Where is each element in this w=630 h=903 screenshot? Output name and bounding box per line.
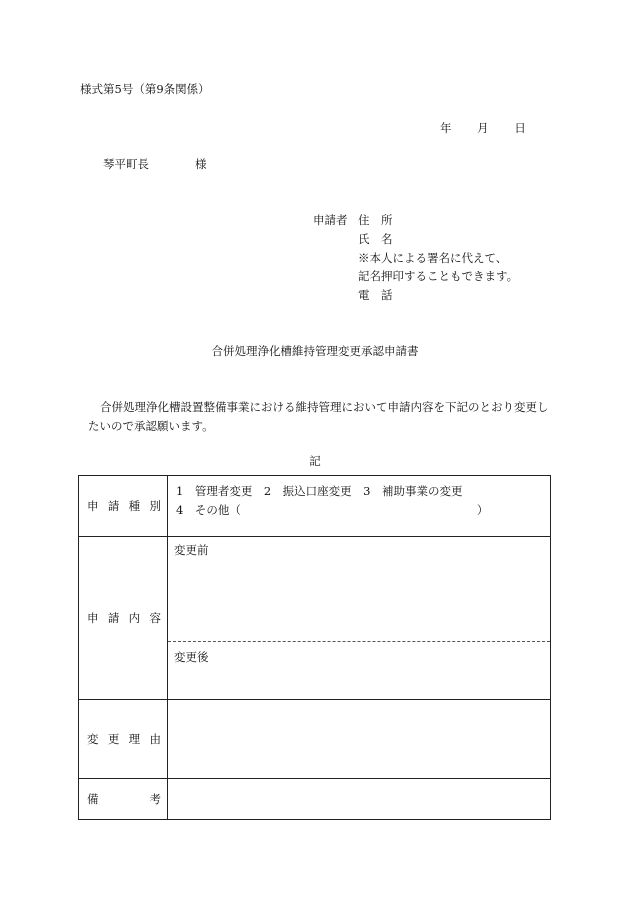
document-title: 合併処理浄化槽維持管理変更承認申請書 xyxy=(211,344,419,358)
applicant-name-label: 氏 名 xyxy=(358,232,393,246)
before-change-label: 変更前 xyxy=(174,543,209,557)
date-month: 月 xyxy=(477,121,489,135)
signature-note-line1: ※本人による署名に代えて、 xyxy=(358,251,508,265)
remarks-label xyxy=(79,779,168,820)
signature-note-line2: 記名押印することもできます。 xyxy=(358,269,519,283)
remarks-field[interactable] xyxy=(168,779,551,820)
application-content-label xyxy=(79,537,168,700)
change-reason-label xyxy=(79,700,168,779)
label-char: 更 xyxy=(107,732,120,746)
body-paragraph xyxy=(88,398,553,436)
label-char: 種 xyxy=(128,499,141,513)
label-char: 請 xyxy=(107,499,120,513)
application-content-cell xyxy=(168,537,551,700)
applicant-phone-label: 電 話 xyxy=(358,288,393,302)
addressee xyxy=(103,156,207,172)
addressee-honorific: 様 xyxy=(195,157,207,171)
label-char: 内 xyxy=(128,611,141,625)
date-day: 日 xyxy=(514,121,526,135)
label-char: 別 xyxy=(149,499,161,513)
date-year: 年 xyxy=(440,121,452,135)
label-char: 申 xyxy=(87,499,99,513)
row-remarks xyxy=(79,779,551,820)
label-char: 請 xyxy=(107,611,120,625)
ki-heading: 記 xyxy=(309,454,321,468)
application-type-options[interactable] xyxy=(168,476,551,537)
label-char: 理 xyxy=(128,732,141,746)
row-change-reason xyxy=(79,700,551,779)
label-char: 由 xyxy=(149,732,161,746)
type-options-line2 xyxy=(176,501,542,520)
after-change-label: 変更後 xyxy=(174,650,209,664)
other-suffix: ） xyxy=(476,503,489,517)
label-char: 容 xyxy=(149,611,161,625)
after-change-field[interactable] xyxy=(168,642,550,698)
addressee-name: 琴平町長 xyxy=(103,157,149,171)
date-line xyxy=(440,120,526,136)
applicant-label: 申請者 xyxy=(313,213,348,227)
label-char: 申 xyxy=(87,611,99,625)
type-options-line1: 1 管理者変更 2 振込口座変更 3 補助事業の変更 xyxy=(176,484,463,498)
row-application-type xyxy=(79,476,551,537)
before-change-field[interactable] xyxy=(168,537,550,642)
label-char: 備 xyxy=(87,792,99,806)
form-number: 様式第5号（第9条関係） xyxy=(80,82,210,96)
application-table xyxy=(78,475,551,820)
change-reason-field[interactable] xyxy=(168,700,551,779)
application-type-label xyxy=(79,476,168,537)
row-application-content xyxy=(79,537,551,700)
body-text: 合併処理浄化槽設置整備事業における維持管理において申請内容を下記のとおり変更したいので承認願います。 xyxy=(88,400,549,433)
other-prefix: 4 その他（ xyxy=(176,503,241,517)
label-char: 変 xyxy=(87,732,99,746)
applicant-address-label: 住 所 xyxy=(358,213,393,227)
label-char: 考 xyxy=(149,792,161,806)
